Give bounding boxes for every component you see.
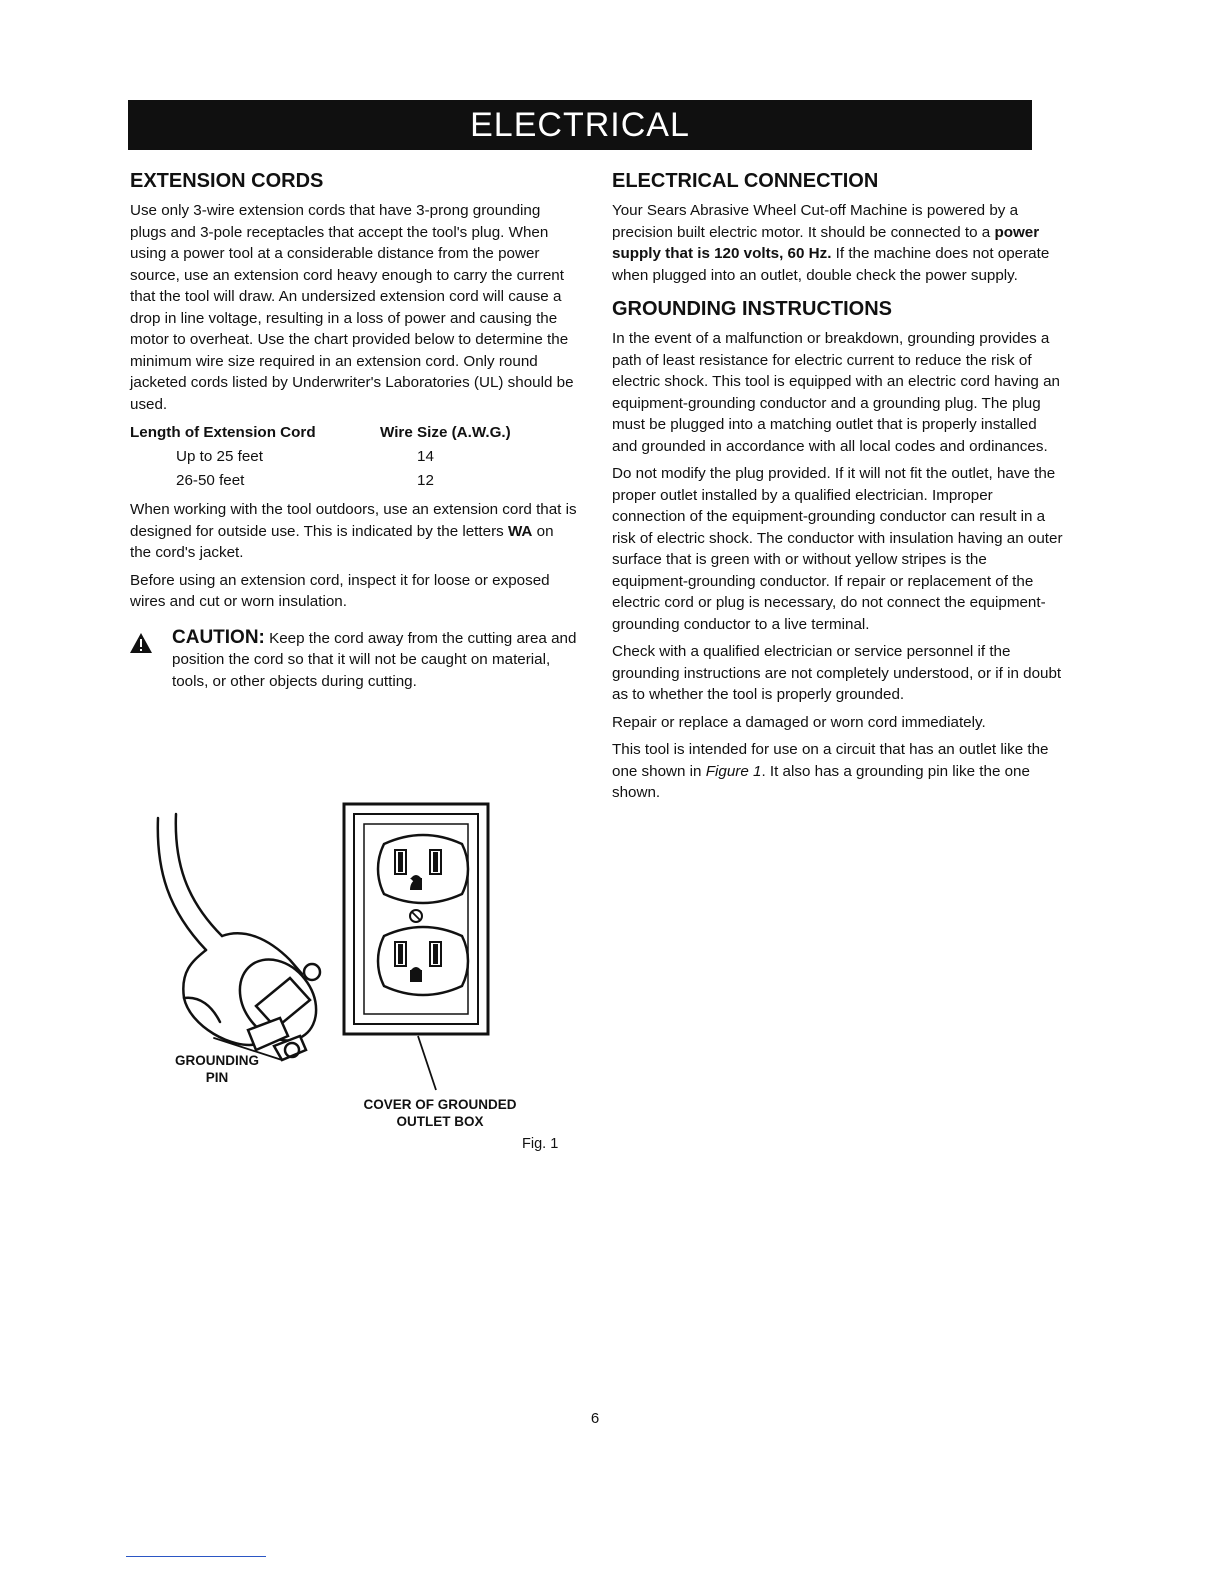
right-column (612, 168, 1064, 810)
warning-triangle-icon (130, 633, 152, 653)
caution-note (130, 627, 578, 693)
outlet-cover-label (340, 1096, 540, 1130)
wire-size-table (130, 421, 578, 493)
caution-label: CAUTION: (172, 626, 265, 648)
grounding-paragraph-4: Repair or replace a damaged or worn cord immediately. (612, 713, 986, 731)
section-banner: ELECTRICAL (128, 100, 1032, 150)
table-row (130, 469, 578, 493)
connection-text-a: Your Sears Abrasive Wheel Cut-off Machine is powered by a precision built electric motor. It should be connected to a (612, 202, 1019, 241)
table-cell-size: 14 (417, 448, 434, 465)
extension-cords-heading: EXTENSION CORDS (130, 170, 324, 192)
grounding-instructions-heading: GROUNDING INSTRUCTIONS (612, 298, 892, 320)
grounding-pin-label (162, 1052, 272, 1086)
electrical-connection-heading: ELECTRICAL CONNECTION (612, 170, 879, 192)
footer-rule (126, 1556, 266, 1557)
table-header-length: Length of Extension Cord (130, 424, 316, 441)
table-header (130, 421, 578, 445)
inspect-cord-paragraph: Before using an extension cord, inspect it for loose or exposed wires and cut or worn insulation. (130, 571, 550, 610)
grounding-paragraph-5 (612, 739, 1064, 804)
grounding-paragraph-3: Check with a qualified electrician or service personnel if the grounding instructions are not completely understood, or if in doubt as to whether the tool is properly grounded. (612, 643, 1062, 703)
caution-text: Keep the cord away from the cutting area and position the cord so that it will not be caught on material, tools, or other objects during cutting. (172, 629, 577, 690)
table-cell-size: 12 (417, 472, 434, 489)
outlet-cover-label-line1: COVER OF GROUNDED (363, 1097, 517, 1112)
connection-text-c: If the machine does not operate when plugged into an outlet, double check the power supply. (612, 245, 1050, 284)
outdoor-text-a: When working with the tool outdoors, use an extension cord that is designed for outside use. This is indicated by the letters (130, 501, 577, 540)
grounding-pin-label-line2: PIN (205, 1070, 229, 1085)
power-supply-spec: power supply that is 120 volts, 60 Hz. (612, 223, 1040, 262)
outlet-cover-label-line2: OUTLET BOX (396, 1114, 484, 1129)
grounding-p5-text-a: This tool is intended for use on a circuit that has an outlet like the one shown in (612, 741, 1049, 780)
wa-marking: WA (507, 522, 533, 540)
grounding-p5-text-c: . It also has a grounding pin like the one shown. (612, 762, 1030, 801)
figure-1 (140, 800, 600, 1160)
extension-cords-paragraph: Use only 3-wire extension cords that have 3-prong grounding plugs and 3-pole receptacles that accept the tool's plug. When using a power tool at a considerable distance from the power source, use an extension cord heavy enough to carry the current that the tool will draw. An undersized extension cord will cause a drop in line voltage, resulting in a loss of power and causing the motor to overheat. Use the chart provided below to determine the minimum wire size required in an extension cord. Only round jacketed cords listed by Underwriter's Laboratories (UL) should be used. (130, 202, 574, 413)
table-header-size: Wire Size (A.W.G.) (380, 424, 511, 441)
outdoor-use-paragraph (130, 499, 578, 564)
table-cell-length: Up to 25 feet (176, 448, 263, 465)
left-column (130, 168, 578, 698)
grounding-pin-label-line1: GROUNDING (175, 1053, 259, 1068)
grounding-paragraph-2: Do not modify the plug provided. If it will not fit the outlet, have the proper outlet installed by a qualified electrician. Improper connection of the equipment-grounding conductor can result in a risk of electric shock. The conductor with insulation having an outer surface that is green with or without yellow stripes is the equipment-grounding conductor. If repair or replacement of the electric cord or plug is necessary, do not connect the equipment-grounding conductor to a live terminal. (612, 465, 1063, 633)
grounding-paragraph-1: In the event of a malfunction or breakdown, grounding provides a path of least resistance for electric current to reduce the risk of electric shock. This tool is equipped with an electric cord having an equipment-grounding conductor and a grounding plug. The plug must be plugged into a matching outlet that is properly installed and grounded in accordance with all local codes and ordinances. (612, 330, 1060, 455)
outdoor-text-c: on the cord's jacket. (130, 522, 554, 561)
figure-reference: Figure 1 (705, 762, 762, 780)
electrical-connection-paragraph (612, 200, 1064, 286)
table-cell-length: 26-50 feet (176, 472, 245, 489)
page-number: 6 (590, 1410, 600, 1427)
table-row (130, 445, 578, 469)
figure-caption: Fig. 1 (522, 1136, 559, 1152)
